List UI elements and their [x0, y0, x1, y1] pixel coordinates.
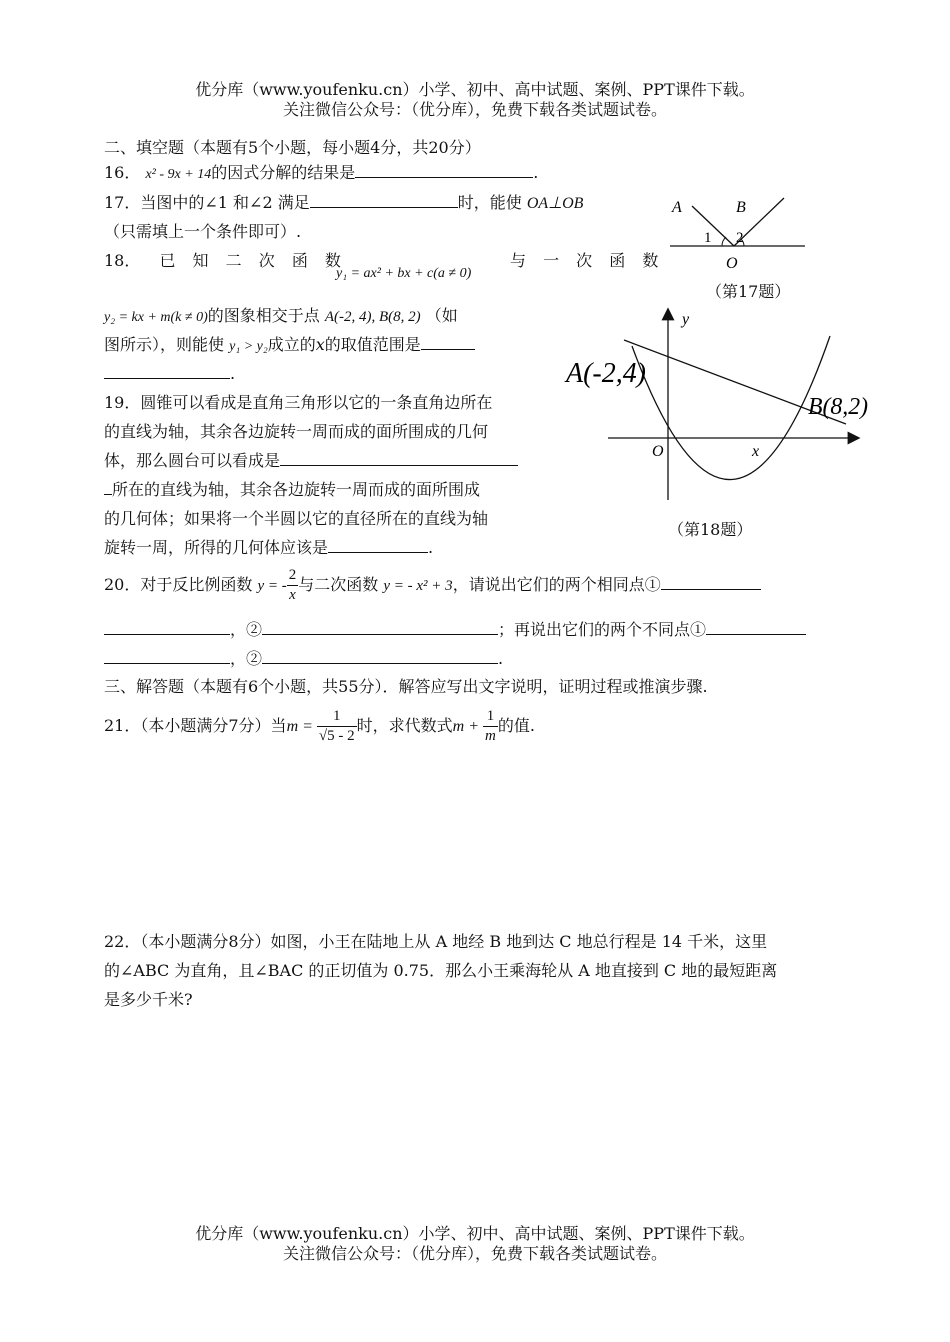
q18-line-3	[104, 335, 475, 356]
q18-end: .	[230, 364, 236, 383]
q18-text-2: 与 一 次 函 数	[510, 251, 665, 270]
q17-text-a: 当图中的∠1 和∠2 满足	[140, 193, 310, 212]
q18-var: x	[315, 335, 325, 354]
q18-text-4: （如	[425, 306, 458, 325]
q21-expr-num: 1	[483, 707, 498, 727]
fig18-label-x: x	[752, 443, 760, 460]
fig17-label-o: O	[726, 255, 738, 272]
q16-number: 16．	[104, 163, 141, 182]
q20-text-c: ，请说出它们的两个相同点①	[452, 574, 661, 594]
q18-text-7: 的取值范围是	[324, 335, 421, 354]
fig17-label-a: A	[672, 199, 682, 216]
q20-same-1-blank[interactable]	[661, 575, 761, 590]
fig18-label-y: y	[682, 311, 690, 328]
footer-line-1: 优分库（www.youfenku.cn）小学、初中、高中试题、案例、PPT课件下载。	[195, 1224, 755, 1243]
question-16	[104, 163, 538, 184]
fig18-label-a: A(-2,4)	[564, 358, 646, 389]
question-21	[104, 707, 535, 746]
q20-f2: y = - x² + 3	[383, 577, 453, 594]
q21-text-b: 时，求代数式	[356, 715, 453, 735]
q18-points: A(-2, 4), B(8, 2)	[324, 309, 421, 325]
q18-linear: y₂ = kx + m(k ≠ 0)	[104, 310, 208, 325]
q20-f1-num: 2	[287, 566, 299, 586]
q19-line-1: 19．圆锥可以看成是直角三角形以它的一条直角边所在	[104, 393, 493, 412]
fig17-ray-oa	[692, 206, 734, 246]
q18-text-5: 图所示），则能使	[104, 335, 225, 354]
q20-text-d: ，②	[230, 620, 263, 639]
fig17-angle-2: 2	[736, 230, 744, 246]
fig18-label-b: B(8,2)	[808, 394, 868, 420]
q19-text-6: 旋转一周，所得的几何体应该是	[104, 538, 329, 557]
q20-diff-1-blank-cont	[104, 649, 230, 664]
q21-expr-den: m	[485, 727, 496, 744]
q20-text-a: 对于反比例函数	[140, 574, 253, 594]
q21-m-num: 1	[317, 707, 357, 727]
q18-text-1: 已 知 二 次 函 数	[159, 251, 347, 270]
q17-number: 17．	[104, 193, 141, 212]
q19-answer-blank-b[interactable]	[328, 538, 428, 553]
q21-m-den: √5 - 2	[318, 727, 355, 744]
q20-f1-fraction	[287, 566, 299, 605]
q18-inequality: y₁ > y₂	[229, 339, 268, 354]
figure-18	[560, 306, 870, 510]
q21-expr-fraction	[483, 707, 498, 746]
q19-answer-blank-a[interactable]	[280, 451, 518, 466]
section2-title: 二、填空题（本题有5个小题，每小题4分，共20分）	[104, 138, 481, 157]
q20-number: 20．	[104, 574, 141, 594]
q22-line-3: 是多少千米?	[104, 990, 193, 1009]
q21-m-fraction	[317, 707, 357, 746]
q16-expression: x² - 9x + 14	[145, 167, 212, 182]
fig17-label-b: B	[736, 199, 746, 216]
q21-number: 21．	[104, 715, 141, 735]
fig18-caption: （第18题）	[668, 520, 753, 539]
q19-text-3: 体，那么圆台可以看成是	[104, 451, 281, 470]
q20-line-3	[104, 649, 503, 668]
q21-expr-lhs: m +	[452, 717, 480, 735]
q18-answer-blank-a[interactable]	[421, 335, 475, 350]
q18-text-3: 的图象相交于点	[207, 306, 320, 325]
q21-text-c: 的值.	[497, 715, 535, 735]
q20-f1-den: x	[289, 586, 296, 603]
q22-line-2: 的∠ABC 为直角，且∠BAC 的正切值为 0.75．那么小王乘海轮从 A 地直接到 C 地的最短距离	[104, 961, 778, 980]
q20-f1-lhs: y = -	[257, 577, 287, 594]
q17-condition: OA⊥OB	[526, 195, 584, 212]
q16-end: .	[533, 163, 539, 182]
q19-line-3	[104, 451, 518, 470]
q20-text-e: ；再说出它们的两个不同点①	[498, 620, 707, 639]
q19-line-5: 的几何体；如果将一个半圆以它的直径所在的直线为轴	[104, 509, 489, 528]
q18-line-2	[104, 306, 458, 327]
question-17-line-1	[104, 193, 583, 213]
q20-same-2-blank[interactable]	[262, 620, 498, 635]
q19-line-6	[104, 538, 433, 557]
q19-line-2: 的直线为轴，其余各边旋转一周而成的面所围成的几何	[104, 422, 489, 441]
q17-text-b: 时，能使	[457, 193, 522, 212]
q20-diff-1-blank[interactable]	[706, 620, 806, 635]
q19-end: .	[428, 538, 434, 557]
q20-line-2	[104, 620, 806, 639]
q22-line-1: 22．（本小题满分8分）如图，小王在陆地上从 A 地经 B 地到达 C 地总行程是 14 千米，这里	[104, 932, 768, 951]
q20-text-b: 与二次函数	[298, 574, 379, 594]
fig17-angle-1: 1	[704, 230, 712, 246]
q16-answer-blank[interactable]	[355, 163, 533, 178]
q18-line-4	[104, 364, 235, 383]
section3-title: 三、解答题（本题有6个小题，共55分）．解答应写出文字说明，证明过程或推演步骤.	[104, 677, 708, 696]
q20-text-f: ，②	[230, 649, 263, 668]
q21-m-lhs: m =	[286, 717, 313, 735]
q18-quadratic: y₁ = ax² + bx + c(a ≠ 0)	[336, 266, 472, 281]
q19-answer-blank-a-cont	[104, 480, 112, 495]
fig17-caption: （第17题）	[706, 282, 791, 301]
header-line-2: 关注微信公众号：（优分库），免费下载各类试题试卷。	[282, 100, 667, 119]
q18-text-6: 成立的	[267, 335, 316, 354]
q19-text-4: 所在的直线为轴，其余各边旋转一周而成的面所围成	[112, 480, 481, 499]
q17-answer-blank[interactable]	[310, 193, 458, 208]
q16-text: 的因式分解的结果是	[211, 163, 356, 182]
footer-line-2: 关注微信公众号：（优分库），免费下载各类试题试卷。	[282, 1244, 667, 1263]
q20-line-1	[104, 566, 761, 605]
q20-end: .	[498, 649, 504, 668]
header-line-1: 优分库（www.youfenku.cn）小学、初中、高中试题、案例、PPT课件下载。	[195, 80, 755, 99]
q20-same-1-blank-cont	[104, 620, 230, 635]
q18-answer-blank-b[interactable]	[104, 364, 230, 379]
q21-text-a: （本小题满分7分）当	[140, 715, 287, 735]
q18-number: 18．	[104, 251, 141, 270]
q19-line-4	[104, 480, 480, 499]
q17-line-2: （只需填上一个条件即可）.	[104, 222, 302, 241]
q20-diff-2-blank[interactable]	[262, 649, 498, 664]
fig18-label-o: O	[652, 443, 664, 460]
